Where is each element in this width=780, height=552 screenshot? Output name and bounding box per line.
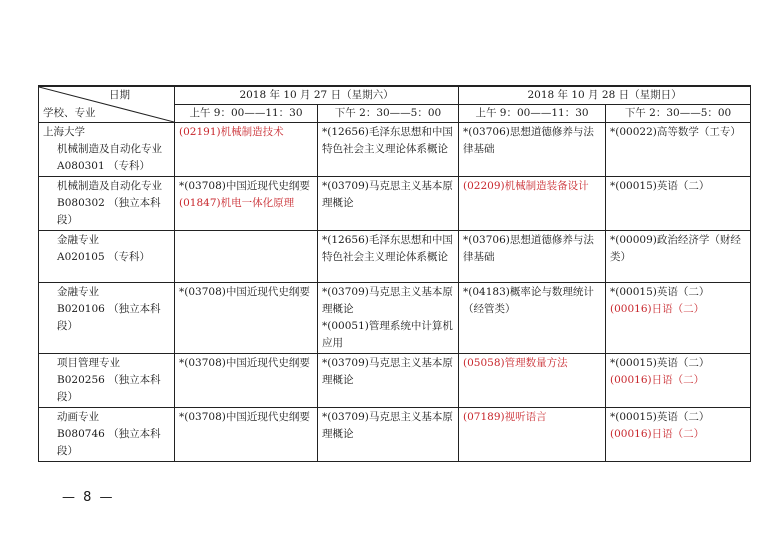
table-row [39, 408, 751, 462]
course-entry: *(03709)马克思主义基本原理概论 [322, 180, 453, 209]
course-entry: (02191)机械制造技术 [179, 126, 284, 138]
exam-cell-sun-pm [606, 177, 751, 231]
exam-cell-sun-am [459, 231, 606, 283]
exam-cell-sat-am [175, 283, 318, 354]
course-entry: *(00015)英语（二） [610, 180, 710, 192]
exam-cell-sun-am [459, 283, 606, 354]
school-major-cell [39, 123, 175, 177]
school-major-cell [39, 231, 175, 283]
exam-cell-sat-am [175, 123, 318, 177]
exam-cell-sun-pm [606, 354, 751, 408]
diagonal-header-cell [39, 86, 175, 123]
school-major-name: 项目管理专业 [57, 357, 120, 369]
table-row [39, 231, 751, 283]
major-code: B020106 （独立本科段） [57, 303, 161, 332]
exam-schedule-table [38, 85, 751, 462]
exam-cell-sat-pm [318, 123, 459, 177]
exam-cell-sun-pm [606, 123, 751, 177]
table-row [39, 177, 751, 231]
exam-cell-sat-pm [318, 354, 459, 408]
exam-cell-sat-am [175, 231, 318, 283]
course-entry: *(00015)英语（二） [610, 286, 710, 298]
course-entry: *(12656)毛泽东思想和中国特色社会主义理论体系概论 [322, 234, 453, 263]
course-entry: *(03709)马克思主义基本原理概论 [322, 357, 453, 386]
course-entry: *(03706)思想道德修养与法律基础 [463, 234, 594, 263]
course-entry: *(00022)高等数学（工专） [610, 126, 741, 138]
major-code: B080746 （独立本科段） [57, 428, 161, 457]
school-major-name: 金融专业 [57, 286, 99, 298]
day2-am-header: 上午 9：00——11：30 [459, 105, 606, 123]
school-major-cell [39, 177, 175, 231]
page-number: — 8 — [62, 490, 115, 505]
day2-header: 2018 年 10 月 28 日（星期日） [459, 86, 751, 105]
course-entry: *(00051)管理系统中计算机应用 [322, 320, 453, 349]
major-code: A080301 （专科） [57, 160, 151, 172]
course-entry: *(03708)中国近现代史纲要 [179, 180, 310, 192]
course-entry: *(00009)政治经济学（财经类） [610, 234, 741, 263]
major-code: B020256 （独立本科段） [57, 374, 161, 403]
course-entry: (07189)视听语言 [463, 411, 547, 423]
course-entry: *(12656)毛泽东思想和中国特色社会主义理论体系概论 [322, 126, 453, 155]
exam-cell-sat-pm [318, 177, 459, 231]
exam-cell-sat-am [175, 354, 318, 408]
course-entry: (00016)日语（二） [610, 374, 705, 386]
course-entry: *(03708)中国近现代史纲要 [179, 357, 310, 369]
course-entry: *(03708)中国近现代史纲要 [179, 286, 310, 298]
course-entry: (01847)机电一体化原理 [179, 197, 295, 209]
date-header-label: 日期 [109, 89, 130, 101]
exam-cell-sun-am [459, 123, 606, 177]
day1-pm-header: 下午 2：30——5：00 [318, 105, 459, 123]
school-major-name: 机械制造及自动化专业 [57, 180, 162, 192]
major-code: B080302 （独立本科段） [57, 197, 161, 226]
course-entry: (00016)日语（二） [610, 428, 705, 440]
school-major-cell [39, 354, 175, 408]
exam-cell-sun-am [459, 177, 606, 231]
day1-am-header: 上午 9：00——11：30 [175, 105, 318, 123]
course-entry: *(03709)马克思主义基本原理概论 [322, 286, 453, 315]
day1-header: 2018 年 10 月 27 日（星期六） [175, 86, 459, 105]
course-entry: *(03708)中国近现代史纲要 [179, 411, 310, 423]
exam-cell-sat-am [175, 408, 318, 462]
table-row [39, 283, 751, 354]
exam-cell-sun-am [459, 354, 606, 408]
exam-cell-sun-am [459, 408, 606, 462]
school-major-name: 上海大学 [43, 126, 85, 138]
course-entry: (05058)管理数量方法 [463, 357, 568, 369]
exam-cell-sat-pm [318, 231, 459, 283]
exam-cell-sat-pm [318, 408, 459, 462]
exam-cell-sat-pm [318, 283, 459, 354]
course-entry: *(00015)英语（二） [610, 411, 710, 423]
table-row [39, 354, 751, 408]
course-entry: (00016)日语（二） [610, 303, 705, 315]
course-entry: *(03709)马克思主义基本原理概论 [322, 411, 453, 440]
course-entry: *(04183)概率论与数理统计（经管类） [463, 286, 594, 315]
table-row [39, 123, 751, 177]
exam-cell-sun-pm [606, 408, 751, 462]
course-entry: *(00015)英语（二） [610, 357, 710, 369]
school-major-cell [39, 283, 175, 354]
day2-pm-header: 下午 2：30——5：00 [606, 105, 751, 123]
school-major-name: 动画专业 [57, 411, 99, 423]
exam-cell-sat-am [175, 177, 318, 231]
major-code: 机械制造及自动化专业 [57, 143, 162, 155]
exam-cell-sun-pm [606, 283, 751, 354]
school-header-label: 学校、专业 [43, 107, 96, 119]
exam-cell-sun-pm [606, 231, 751, 283]
school-major-cell [39, 408, 175, 462]
course-entry: *(03706)思想道德修养与法律基础 [463, 126, 594, 155]
course-entry: (02209)机械制造装备设计 [463, 180, 589, 192]
school-major-name: 金融专业 [57, 234, 99, 246]
schedule-body [39, 123, 751, 462]
major-code: A020105 （专科） [57, 251, 151, 263]
